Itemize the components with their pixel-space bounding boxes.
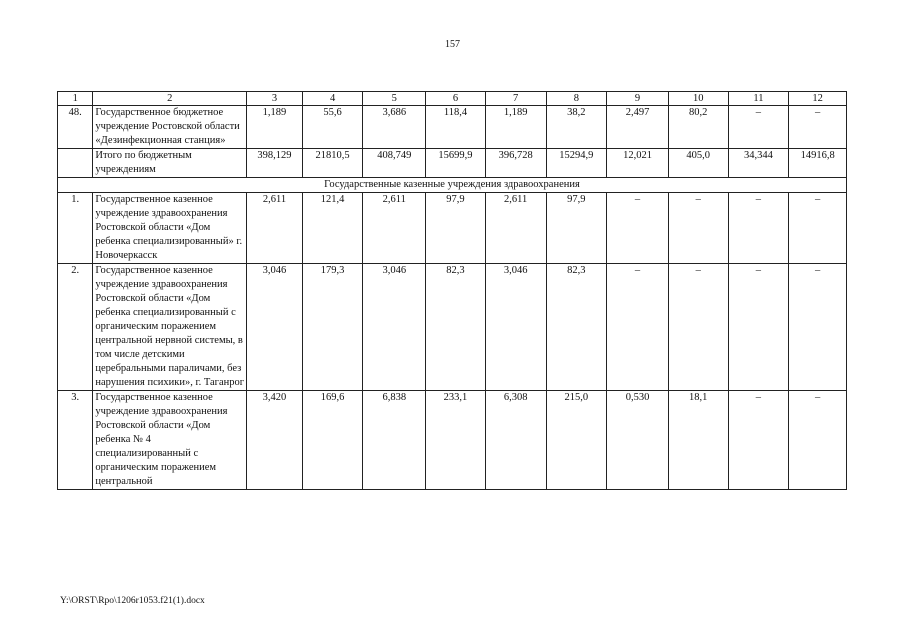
table-cell: 14916,8 bbox=[789, 149, 847, 178]
table-cell: – bbox=[668, 193, 728, 264]
row-number: 1. bbox=[58, 193, 93, 264]
institution-name: Государственное казенное учреждение здравоохранения Ростовской области «Дом ребенка специализированный» г. Новочеркасск bbox=[93, 193, 247, 264]
table-cell: 2,611 bbox=[485, 193, 546, 264]
section-title: Государственные казенные учреждения здравоохранения bbox=[58, 178, 847, 193]
total-row bbox=[58, 149, 847, 178]
table-cell: 118,4 bbox=[426, 106, 486, 149]
institution-name: Государственное бюджетное учреждение Ростовской области «Дезинфекционная станция» bbox=[93, 106, 247, 149]
table-cell: 34,344 bbox=[728, 149, 789, 178]
table-row bbox=[58, 106, 847, 149]
table-cell: 2,611 bbox=[363, 193, 426, 264]
table-row bbox=[58, 193, 847, 264]
table-cell: – bbox=[789, 106, 847, 149]
table-cell: 6,838 bbox=[363, 391, 426, 490]
column-header: 6 bbox=[426, 92, 486, 106]
table-cell: – bbox=[668, 264, 728, 391]
column-header: 7 bbox=[485, 92, 546, 106]
table-cell: 6,308 bbox=[485, 391, 546, 490]
table-cell: 97,9 bbox=[426, 193, 486, 264]
page-number: 157 bbox=[445, 39, 460, 50]
column-header: 9 bbox=[607, 92, 669, 106]
table-row bbox=[58, 391, 847, 490]
table-cell: 3,420 bbox=[247, 391, 303, 490]
table-cell: 2,497 bbox=[607, 106, 669, 149]
table-cell: 80,2 bbox=[668, 106, 728, 149]
section-row bbox=[58, 178, 847, 193]
institution-name: Итого по бюджетным учреждениям bbox=[93, 149, 247, 178]
row-number: 48. bbox=[58, 106, 93, 149]
institution-name: Государственное казенное учреждение здравоохранения Ростовской области «Дом ребенка № 4 специализированный с органическим поражением центральной bbox=[93, 391, 247, 490]
column-header: 1 bbox=[58, 92, 93, 106]
row-number: 2. bbox=[58, 264, 93, 391]
table-cell: 18,1 bbox=[668, 391, 728, 490]
table-cell: 38,2 bbox=[546, 106, 607, 149]
table-cell: 55,6 bbox=[302, 106, 363, 149]
table-cell: 15699,9 bbox=[426, 149, 486, 178]
table-cell: – bbox=[728, 391, 789, 490]
table-cell: – bbox=[607, 193, 669, 264]
row-number bbox=[58, 149, 93, 178]
table-cell: 1,189 bbox=[247, 106, 303, 149]
table-cell: 179,3 bbox=[302, 264, 363, 391]
column-header: 11 bbox=[728, 92, 789, 106]
table-cell: 12,021 bbox=[607, 149, 669, 178]
table-cell: 82,3 bbox=[426, 264, 486, 391]
table-cell: 408,749 bbox=[363, 149, 426, 178]
table-row bbox=[58, 264, 847, 391]
data-table bbox=[57, 91, 847, 490]
table-cell: 215,0 bbox=[546, 391, 607, 490]
table-cell: – bbox=[607, 264, 669, 391]
column-header: 12 bbox=[789, 92, 847, 106]
table-cell: 233,1 bbox=[426, 391, 486, 490]
table-cell: 3,046 bbox=[363, 264, 426, 391]
table-cell: 15294,9 bbox=[546, 149, 607, 178]
footer-file-path: Y:\ORST\Rpo\1206r1053.f21(1).docx bbox=[60, 596, 205, 606]
institution-name: Государственное казенное учреждение здравоохранения Ростовской области «Дом ребенка специализированный с органическим поражением центральной нервной системы, в том числе детскими церебральными параличами, без нарушения психики», г. Таганрог bbox=[93, 264, 247, 391]
table-cell: 21810,5 bbox=[302, 149, 363, 178]
table-cell: 97,9 bbox=[546, 193, 607, 264]
table-cell: 396,728 bbox=[485, 149, 546, 178]
table-cell: – bbox=[728, 264, 789, 391]
table-cell: – bbox=[728, 193, 789, 264]
table-cell: 3,046 bbox=[485, 264, 546, 391]
table-cell: – bbox=[728, 106, 789, 149]
column-header: 2 bbox=[93, 92, 247, 106]
table-cell: – bbox=[789, 264, 847, 391]
table-cell: 82,3 bbox=[546, 264, 607, 391]
table-cell: 398,129 bbox=[247, 149, 303, 178]
table-cell: – bbox=[789, 391, 847, 490]
column-header-row bbox=[58, 92, 847, 106]
row-number: 3. bbox=[58, 391, 93, 490]
table-cell: 405,0 bbox=[668, 149, 728, 178]
column-header: 3 bbox=[247, 92, 303, 106]
table-cell: – bbox=[789, 193, 847, 264]
column-header: 5 bbox=[363, 92, 426, 106]
table-cell: 0,530 bbox=[607, 391, 669, 490]
table-cell: 3,046 bbox=[247, 264, 303, 391]
table-cell: 3,686 bbox=[363, 106, 426, 149]
table-cell: 1,189 bbox=[485, 106, 546, 149]
column-header: 8 bbox=[546, 92, 607, 106]
table-cell: 2,611 bbox=[247, 193, 303, 264]
table-cell: 169,6 bbox=[302, 391, 363, 490]
column-header: 4 bbox=[302, 92, 363, 106]
table-cell: 121,4 bbox=[302, 193, 363, 264]
column-header: 10 bbox=[668, 92, 728, 106]
